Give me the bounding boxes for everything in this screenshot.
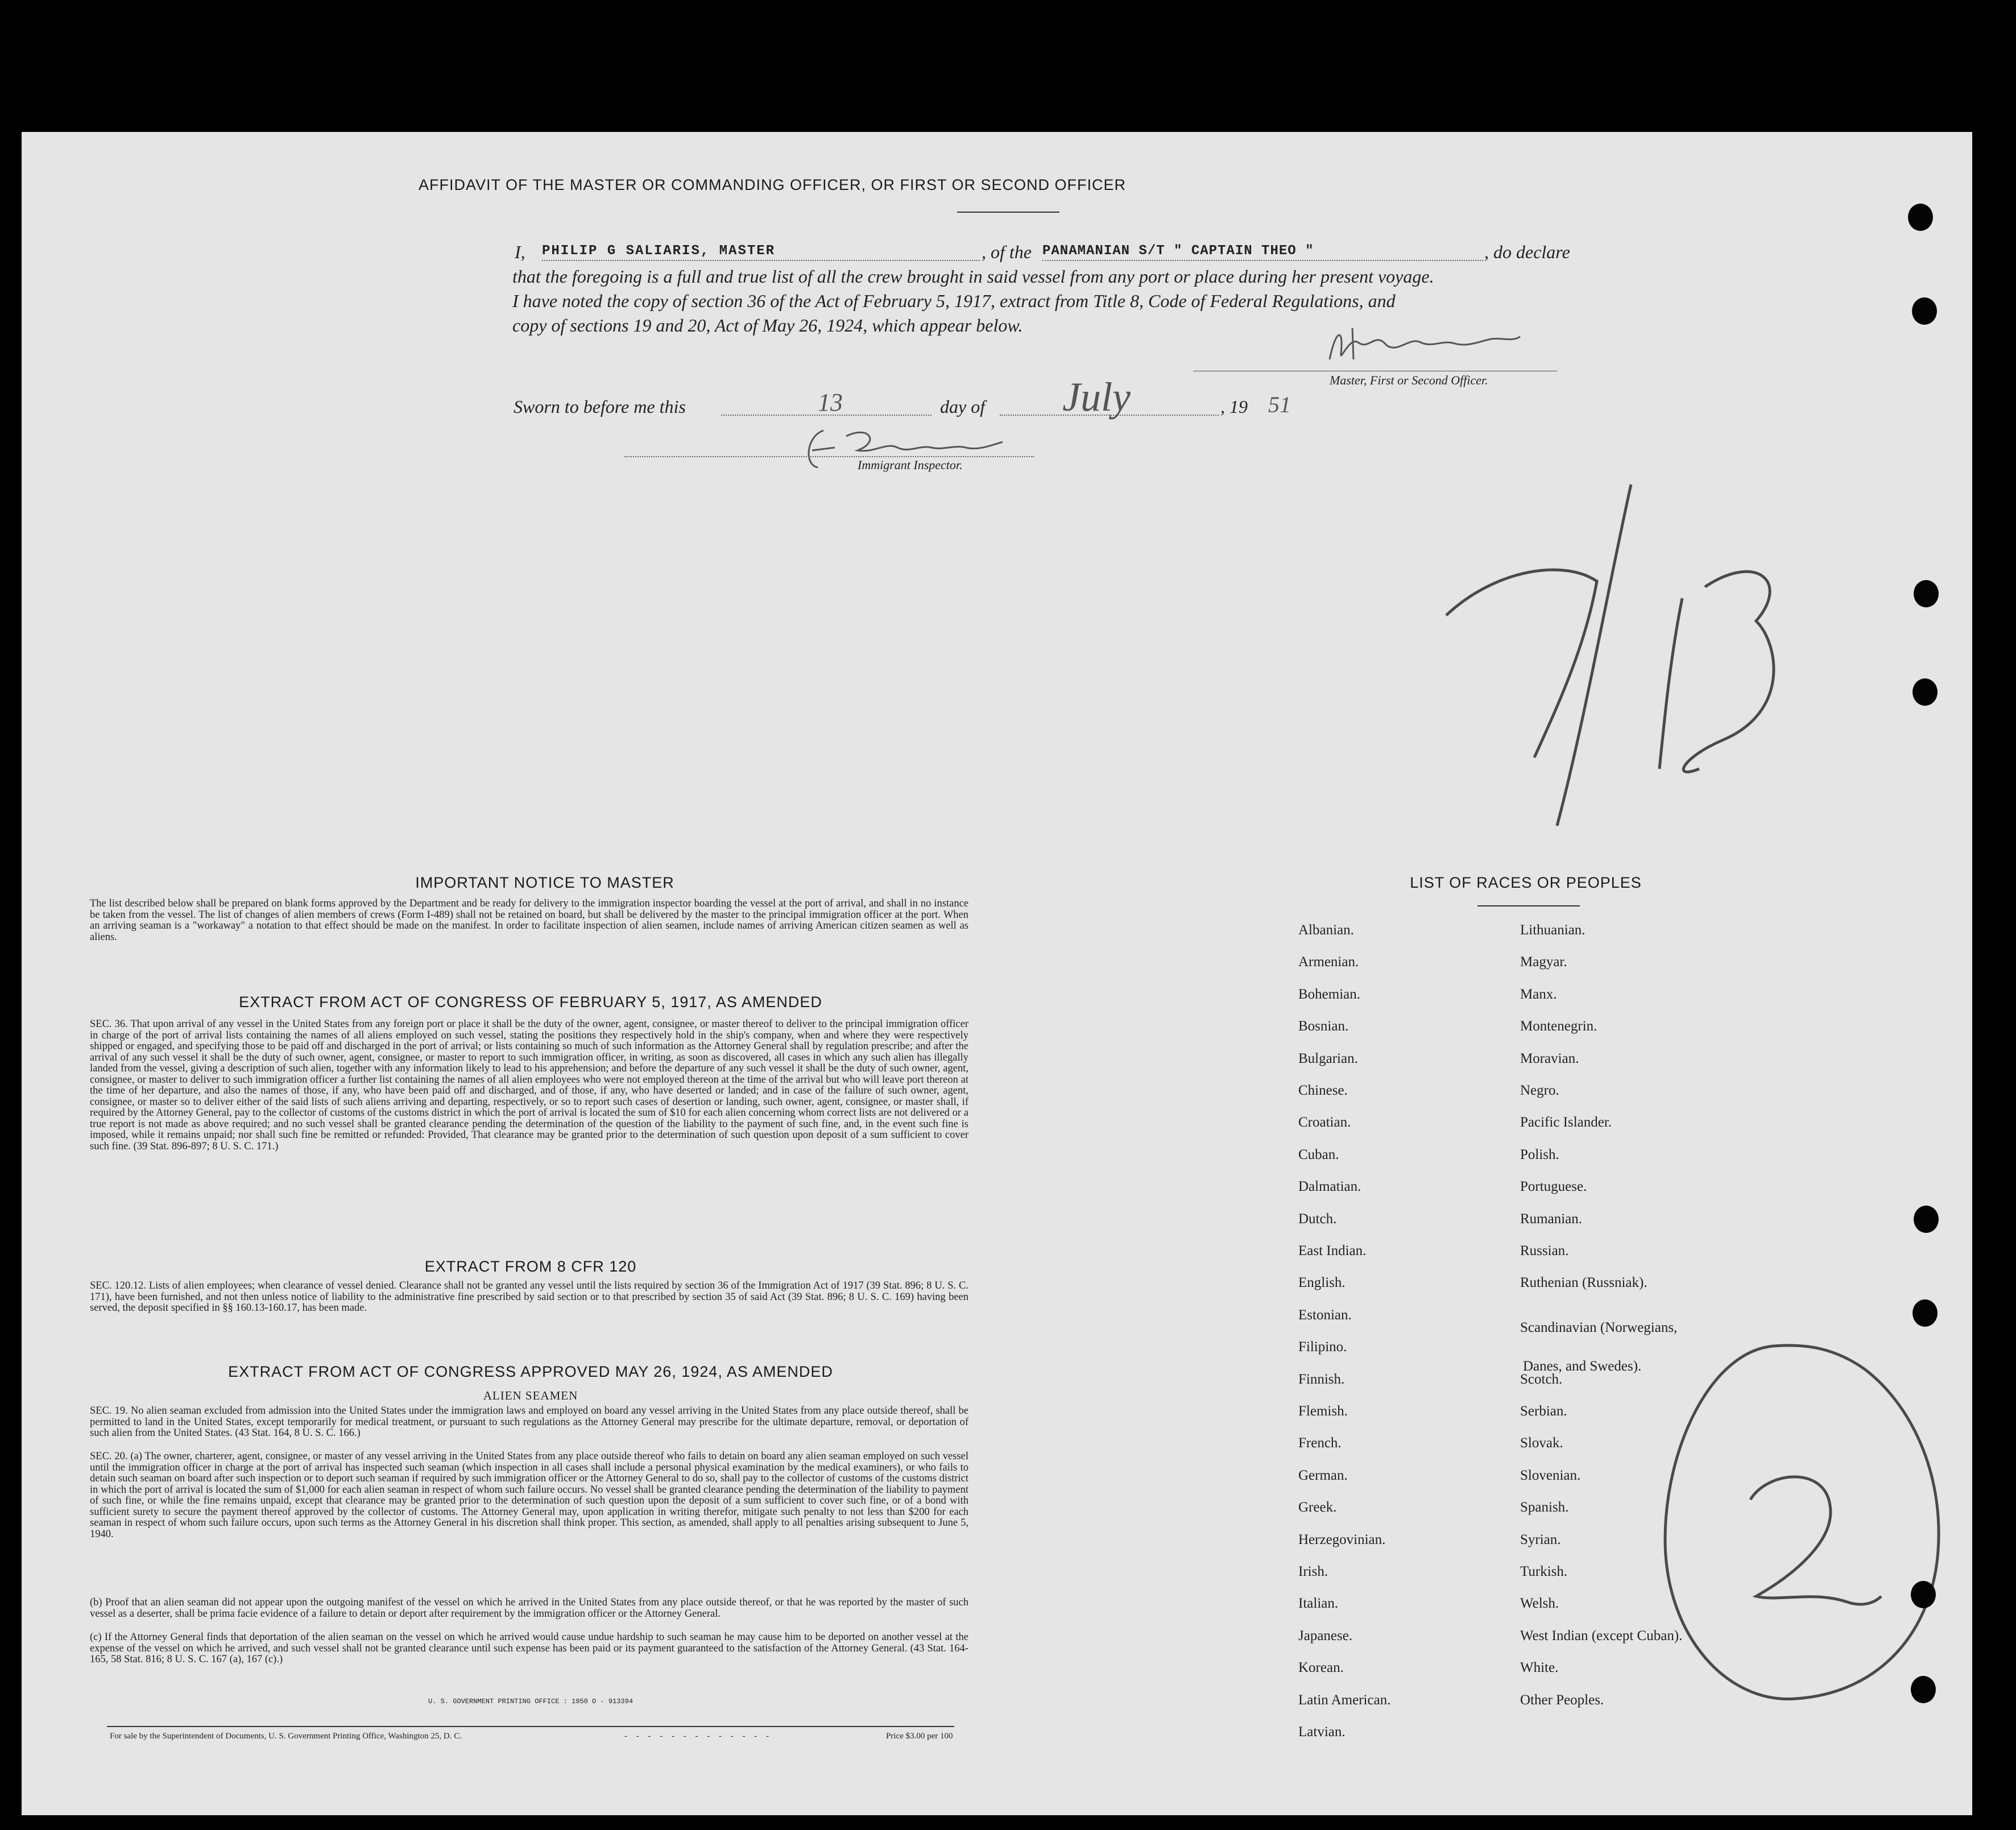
extract-cfr-title: EXTRACT FROM 8 CFR 120 [424,1258,637,1275]
race-item: White. [1520,1660,1559,1676]
race-item: Portuguese. [1520,1179,1587,1195]
extract-1917-title: EXTRACT FROM ACT OF CONGRESS OF FEBRUARY 5, 1917, AS AMENDED [239,993,822,1011]
declaration-i: I, [515,242,525,262]
declaration-line-2: that the foregoing is a full and true list of all the crew brought in said vessel from any port or place during her present voyage. [512,266,1434,287]
race-item: Danes, and Swedes). [1523,1359,1642,1374]
race-item: Slovenian. [1520,1467,1581,1483]
day-value: 13 [818,388,843,416]
race-item: Syrian. [1520,1531,1561,1547]
race-item: English. [1298,1275,1346,1291]
race-item: Dalmatian. [1298,1179,1361,1195]
race-item: Lithuanian. [1520,922,1586,938]
sec20c-text: (c) If the Attorney General finds that deportation of the alien seaman on the vessel on which he arrived would cause undue hardship to such seaman he may cause him to be deported on another vessel at the expense of the vessel on which he arrived, and such vessel shall not be granted clearance until such expense has been paid or its payment guaranteed to the satisfaction of the Attorney General. (43 Stat. 164-165, 58 Stat. 816; 8 U. S. C. 167 (a), 167 (c).) [90,1632,968,1665]
race-item: Bosnian. [1298,1018,1349,1034]
sec19-text: SEC. 19. No alien seaman excluded from admission into the United States under the immigration laws and employed on board any vessel arriving in the United States from any place outside thereof, shall be permitted to land in the United States, except temporarily for medical treatment, or pursuant to such regulations as the Attorney General may prescribe for the ultimate departure, removal, or deportation of such alien from the United States. (43 Stat. 164, 8 U. S. C. 166.) [90,1405,968,1439]
notice-body: The list described below shall be prepared on blank forms approved by the Department and be ready for delivery to the immigration inspector boarding the vessel at the port of arrival, and shall in no instance be taken from the vessel. The list of changes of alien members of crews (Form I-489) shall not be retained on board, but shall be delivered by the master to the principal immigration officer at the port. When an arriving seaman is a "workaway" a notation to that effect should be made on the manifest. In order to facilitate inspection of alien seamen, include names of arriving American citizen seamen as well as aliens. [90,898,968,943]
race-item: Flemish. [1298,1403,1348,1419]
year-suffix: 51 [1268,392,1291,417]
sec20b-text: (b) Proof that an alien seaman did not appear upon the outgoing manifest of the vessel on which he arrived in the United States from any place outside thereof, or that he was reported by the master of such vessel as a deserter, shall be prima facie evidence of a failure to detain or deport after requirement by the immigration officer or the Attorney General. [90,1597,968,1620]
master-name-line [542,260,980,261]
race-item: Filipino. [1298,1339,1347,1355]
handwritten-circled-number [1642,1335,1955,1710]
inspector-caption: Immigrant Inspector. [858,458,963,472]
race-item: Russian. [1520,1243,1569,1258]
race-item: Spanish. [1520,1500,1569,1516]
race-item: Bulgarian. [1298,1050,1358,1066]
of-the-label: , of the [982,242,1032,262]
race-item: Turkish. [1520,1564,1568,1579]
handwritten-date-note [1415,473,1813,837]
extract-1924-subtitle: ALIEN SEAMEN [483,1389,578,1402]
race-item: Montenegrin. [1520,1018,1597,1034]
race-item: Dutch. [1298,1211,1337,1227]
do-declare-label: , do declare [1484,242,1570,262]
price-text: Price $3.00 per 100 [886,1732,953,1741]
signature-caption: Master, First or Second Officer. [1330,373,1488,387]
race-item: East Indian. [1298,1243,1367,1258]
footer-rule [107,1726,954,1727]
vessel-name: PANAMANIAN S/T " CAPTAIN THEO " [1042,243,1314,259]
race-item: Other Peoples. [1520,1692,1604,1708]
race-item: Manx. [1520,986,1557,1002]
race-item: Chinese. [1298,1083,1348,1098]
race-item: Italian. [1298,1596,1339,1612]
binder-hole [1912,297,1937,325]
sworn-label: Sworn to before me this [514,396,686,417]
extract-1917-body: SEC. 36. That upon arrival of any vessel in the United States from any foreign port or place it shall be the duty of the owner, agent, consignee, or master thereof to deliver to the principal immigration officer in charge of the port of arrival lists containing the names of all aliens employed on such vessel, stating the positions they respectively hold in the ship's company, when and where they were respectively shipped or engaged, and specifying those to be paid off and discharged in the port of arrival; or lists containing so much of such information as the Attorney General shall by regulation prescribe; and after the arrival of any such vessel it shall be the duty of such owner, agent, consignee, or master to report to such immigration officer, in writing, as soon as discovered, all cases in which any such alien has illegally landed from the vessel, giving a description of such alien, together with any information likely to lead to his apprehension; and before the departure of any such vessel it shall be the duty of such owner, agent, consignee, or master to deliver to such immigration officer a further list containing the names of all alien employees who were not employed thereon at the time of the arrival but who will leave port thereon at the time of her departure, and also the names of those, if any, who have been paid off and discharged, and of those, if any, who have deserted or landed; and in case of the failure of such owner, agent, consignee, or master so to deliver either of the said lists of such aliens arriving and departing, respectively, or so to report such cases of desertion or landing, such owner, agent, consignee, or master shall, if required by the Attorney General, pay to the collector of customs of the customs district in which the port of arrival is located the sum of $10 for each alien concerning whom correct lists are not delivered or a true report is not made as above required; and no such vessel shall be granted clearance pending the determination of the question of the liability to the payment of such fine, and, in the event such fine is imposed, while it remains unpaid; nor shall such fine be remitted or refunded: Provided, That clearance may be granted prior to the determination of such question upon deposit of a sum sufficient to cover such fine. (39 Stat. 896-897; 8 U. S. C. 171.) [90,1018,968,1152]
vessel-name-line [1042,260,1483,261]
race-item: Herzegovinian. [1298,1531,1386,1547]
binder-hole [1914,580,1939,607]
year-prefix: , 19 [1220,396,1248,417]
for-sale-text: For sale by the Superintendent of Documents, U. S. Government Printing Office, Washington 25, D. C. [110,1732,462,1741]
inspector-line [624,456,1034,457]
race-item: Pacific Islander. [1520,1115,1612,1131]
race-item: Welsh. [1520,1596,1559,1612]
races-title: LIST OF RACES OR PEOPLES [1410,874,1642,891]
race-item: Ruthenian (Russniak). [1520,1275,1647,1291]
race-item: Irish. [1298,1564,1328,1579]
printing-office-imprint: U. S. GOVERNMENT PRINTING OFFICE : 1950 O - 913394 [428,1697,634,1705]
race-item: Armenian. [1298,954,1359,970]
affidavit-title: AFFIDAVIT OF THE MASTER OR COMMANDING OFFICER, OR FIRST OR SECOND OFFICER [418,176,1127,193]
race-item: Slovak. [1520,1435,1563,1451]
declaration-line-3: I have noted the copy of section 36 of the Act of February 5, 1917, extract from Title 8, Code of Federal Regulations, and [512,291,1396,311]
binder-hole [1912,1299,1938,1327]
master-name: PHILIP G SALIARIS, MASTER [542,243,776,259]
day-of-label: day of [940,396,986,417]
footer-leader: - - - - - - - - - - - - - [624,1732,772,1741]
race-item: Greek. [1298,1500,1337,1516]
race-item: Bohemian. [1298,986,1361,1002]
binder-hole [1912,678,1938,706]
master-signature [1318,320,1534,371]
binder-hole [1914,1206,1939,1233]
race-item: Scotch. [1520,1371,1563,1387]
declaration-line-4: copy of sections 19 and 20, Act of May 26, 1924, which appear below. [512,315,1023,336]
race-item: Rumanian. [1520,1211,1583,1227]
race-item: Croatian. [1298,1115,1351,1131]
race-item: Negro. [1520,1083,1559,1098]
race-item: Polish. [1520,1146,1559,1162]
race-item: Moravian. [1520,1050,1579,1066]
sec20a-text: SEC. 20. (a) The owner, charterer, agent, consignee, or master of any vessel arriving in the United States from any place outside thereof who fails to detain on board any alien seaman employed on such vessel until the immigration officer in charge at the port of arrival has inspected such seaman (which inspection in all cases shall include a personal physical examination by the medical examiners), or who fails to detain such seaman on board after such inspection or to deport such seaman if required by such immigration officer or the Attorney General to do so, shall pay to the collector of customs of the customs district in which the port of arrival is located the sum of $1,000 for each alien seaman in respect of whom such failure occurs. No vessel shall be granted clearance pending the determination of the liability to payment of such fine, or while the fine remains unpaid, except that clearance may be granted prior to the determination of such question upon the deposit of a sum sufficient to cover such fine, or of a bond with sufficient surety to secure the payment thereof approved by the collector of customs. The Attorney General may, upon application in writing therefor, mitigate such penalty to not less than $200 for each seaman in respect of whom such failure occurs, upon such terms as the Attorney General in his discretion shall think proper. This section, as amended, shall apply to all penalties arising subsequent to June 5, 1940. [90,1451,968,1540]
race-item: Finnish. [1298,1371,1345,1387]
race-item: French. [1298,1435,1342,1451]
race-item: Albanian. [1298,922,1354,938]
notice-title: IMPORTANT NOTICE TO MASTER [415,874,674,891]
races-rule [1477,905,1580,906]
race-item: Cuban. [1298,1146,1339,1162]
race-item: Scandinavian (Norwegians, [1520,1319,1678,1335]
race-item: Japanese. [1298,1628,1353,1643]
race-item: Latin American. [1298,1692,1391,1708]
month-value: July [1062,374,1131,420]
race-item: Latvian. [1298,1724,1346,1740]
race-item: Magyar. [1520,954,1567,970]
race-item: German. [1298,1467,1348,1483]
binder-hole [1911,1581,1936,1608]
binder-hole [1911,1676,1936,1703]
extract-1924-title: EXTRACT FROM ACT OF CONGRESS APPROVED MAY 26, 1924, AS AMENDED [228,1363,833,1380]
title-rule [957,212,1059,213]
race-item: Korean. [1298,1660,1344,1676]
race-item: West Indian (except Cuban). [1520,1628,1683,1643]
race-item: Serbian. [1520,1403,1567,1419]
document-page [22,132,1972,1815]
race-item: Estonian. [1298,1307,1352,1323]
binder-hole [1908,204,1933,231]
extract-cfr-body: SEC. 120.12. Lists of alien employees; when clearance of vessel denied. Clearance shall not be granted any vessel until the lists required by section 36 of the Immigration Act of 1917 (39 Stat. 896; 8 U. S. C. 171), have been furnished, and not then unless notice of liability to the administrative fine prescribed by said section or to that prescribed by section 35 of said Act (39 Stat. 896; 8 U. S. C. 169) having been served, the deposit specified in §§ 160.13-160.17, has been made. [90,1280,968,1314]
